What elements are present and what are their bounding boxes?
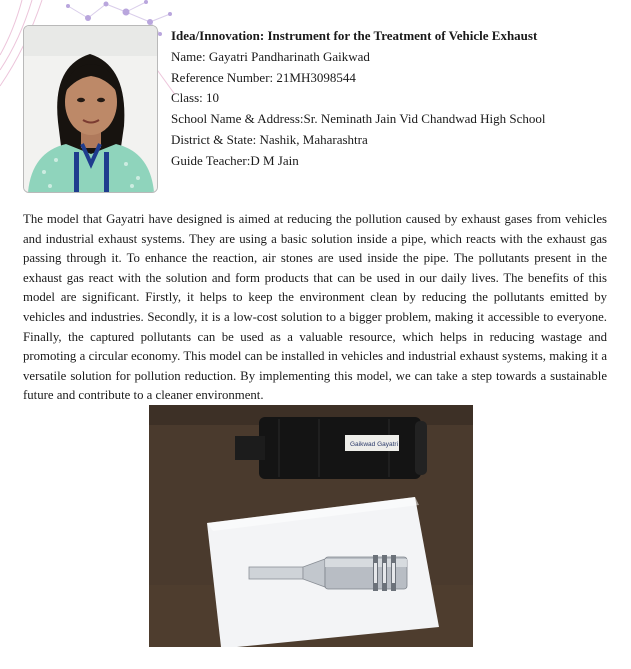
student-photo	[23, 25, 158, 193]
district-state: District & State: Nashik, Maharashtra	[171, 131, 368, 147]
guide-teacher: Guide Teacher:D M Jain	[171, 152, 299, 168]
project-title: Idea/Innovation: Instrument for the Treatment of Vehicle Exhaust	[171, 28, 538, 43]
student-info	[171, 26, 611, 172]
reference-number: Reference Number: 21MH3098544	[171, 69, 356, 85]
student-name: Name: Gayatri Pandharinath Gaikwad	[171, 48, 370, 64]
school-address: School Name & Address:Sr. Neminath Jain Vid Chandwad High School	[171, 111, 546, 127]
project-description: The model that Gayatri have designed is aimed at reducing the pollution caused by exhaust gases from vehicles and industrial exhaust systems. They are using a basic solution inside a pipe, which reacts with the exhaust gas passing through it. To enhance the reaction, air stones are used inside the pipe. The pollutants present in the exhaust gas react with the solution and form products that can be used in our daily lives. The benefits of this model are significant. Firstly, it helps to keep the environment clean by reducing the pollutants emitted by vehicles and industries. Secondly, it is a low-cost solution to a bigger problem, making it accessible to everyone. Finally, the captured pollutants can be used as a valuable resource, which helps in reducing wastage and promoting a circular economy. This model can be installed in vehicles and industrial exhaust systems, making it a versatile solution for pollution reduction. By implementing this model, we can take a step towards a sustainable future and contribute to a cleaner environment.	[23, 212, 607, 403]
tube-label: Gaikwad Gayatri	[350, 441, 399, 448]
model-photo	[149, 405, 473, 647]
class-level: Class: 10	[171, 90, 220, 106]
